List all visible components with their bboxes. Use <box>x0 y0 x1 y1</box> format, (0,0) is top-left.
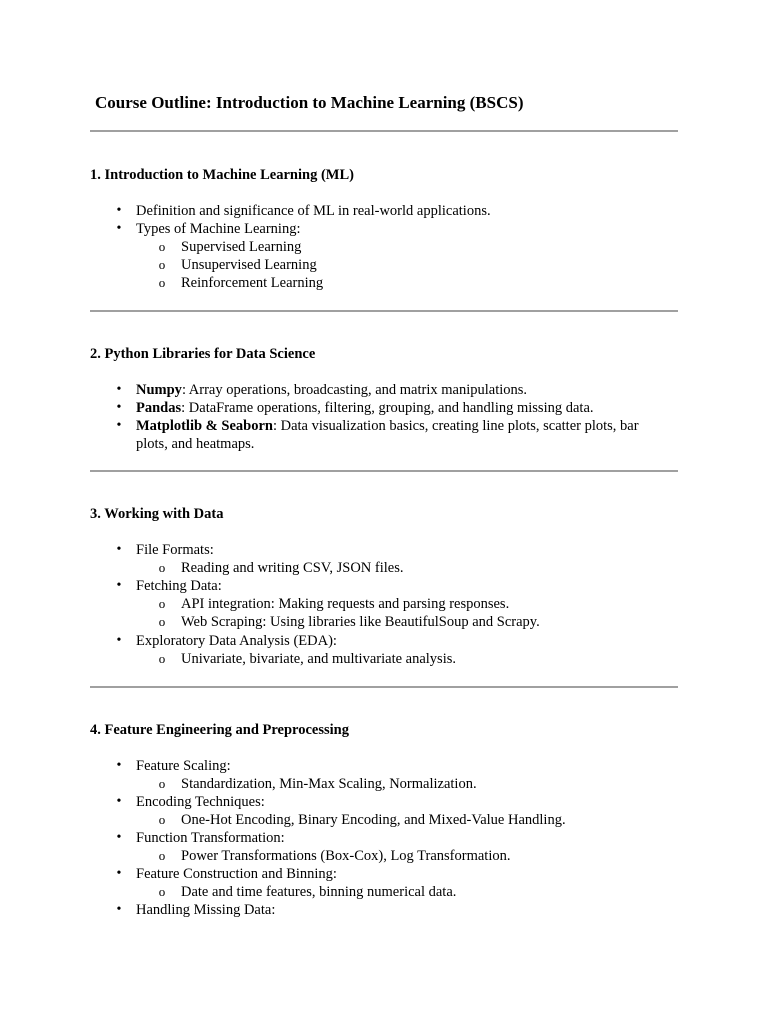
list-item: Handling Missing Data: <box>136 902 276 918</box>
bullet-icon: • <box>116 866 122 881</box>
sub-bullet-icon: o <box>158 884 166 899</box>
library-description: : Data visualization basics, creating line plots, scatter plots, bar <box>272 418 639 434</box>
sub-bullet-icon: o <box>158 614 166 629</box>
sub-list-item: Reading and writing CSV, JSON files. <box>181 560 404 576</box>
sub-list-item: Unsupervised Learning <box>181 257 317 273</box>
sub-list-item: Supervised Learning <box>181 239 302 255</box>
library-term: Matplotlib & Seaborn <box>136 418 273 434</box>
list-item: File Formats: <box>136 542 214 558</box>
bullet-icon: • <box>116 758 122 773</box>
list-item-continuation: plots, and heatmaps. <box>136 436 255 452</box>
sub-list-item: Standardization, Min-Max Scaling, Normalization. <box>181 776 477 792</box>
document-title: Course Outline: Introduction to Machine Learning (BSCS) <box>95 93 524 112</box>
sub-bullet-icon: o <box>158 596 166 611</box>
sub-bullet-icon: o <box>158 812 166 827</box>
bullet-icon: • <box>116 382 122 397</box>
sub-list-item: API integration: Making requests and parsing responses. <box>181 596 510 612</box>
list-item <box>136 399 594 417</box>
bullet-icon: • <box>116 902 122 917</box>
bullet-icon: • <box>116 794 122 809</box>
library-description: : Array operations, broadcasting, and matrix manipulations. <box>181 382 528 398</box>
list-item: Definition and significance of ML in real-world applications. <box>136 203 491 219</box>
bullet-icon: • <box>116 418 122 433</box>
library-term: Pandas <box>136 400 182 416</box>
list-item: Exploratory Data Analysis (EDA): <box>136 633 337 649</box>
bullet-icon: • <box>116 400 122 415</box>
sub-bullet-icon: o <box>158 257 166 272</box>
sub-bullet-icon: o <box>158 776 166 791</box>
sub-list-item: Power Transformations (Box-Cox), Log Transformation. <box>181 848 511 864</box>
horizontal-rule <box>90 470 678 472</box>
section-heading: 2. Python Libraries for Data Science <box>90 346 316 362</box>
sub-bullet-icon: o <box>158 848 166 863</box>
sub-list-item: Date and time features, binning numerical data. <box>181 884 457 900</box>
sub-bullet-icon: o <box>158 239 166 254</box>
section-heading: 1. Introduction to Machine Learning (ML) <box>90 167 354 183</box>
horizontal-rule <box>90 686 678 688</box>
library-description: : DataFrame operations, filtering, grouping, and handling missing data. <box>181 400 594 416</box>
sub-list-item: Reinforcement Learning <box>181 275 324 291</box>
bullet-icon: • <box>116 221 122 236</box>
list-item: Feature Construction and Binning: <box>136 866 337 882</box>
list-item: Feature Scaling: <box>136 758 231 774</box>
bullet-icon: • <box>116 203 122 218</box>
sub-list-item: Web Scraping: Using libraries like BeautifulSoup and Scrapy. <box>181 614 540 630</box>
list-item <box>136 417 639 435</box>
list-item <box>136 381 527 399</box>
bullet-icon: • <box>116 542 122 557</box>
bullet-icon: • <box>116 830 122 845</box>
section-heading: 3. Working with Data <box>90 506 224 522</box>
bullet-icon: • <box>116 578 122 593</box>
sub-list-item: One-Hot Encoding, Binary Encoding, and Mixed-Value Handling. <box>181 812 566 828</box>
horizontal-rule <box>90 130 678 132</box>
bullet-icon: • <box>116 633 122 648</box>
section-heading: 4. Feature Engineering and Preprocessing <box>90 722 349 738</box>
list-item: Function Transformation: <box>136 830 285 846</box>
list-item: Fetching Data: <box>136 578 222 594</box>
list-item: Types of Machine Learning: <box>136 221 301 237</box>
sub-bullet-icon: o <box>158 560 166 575</box>
horizontal-rule <box>90 310 678 312</box>
sub-bullet-icon: o <box>158 651 166 666</box>
sub-bullet-icon: o <box>158 275 166 290</box>
list-item: Encoding Techniques: <box>136 794 265 810</box>
sub-list-item: Univariate, bivariate, and multivariate analysis. <box>181 651 456 667</box>
library-term: Numpy <box>136 382 182 398</box>
